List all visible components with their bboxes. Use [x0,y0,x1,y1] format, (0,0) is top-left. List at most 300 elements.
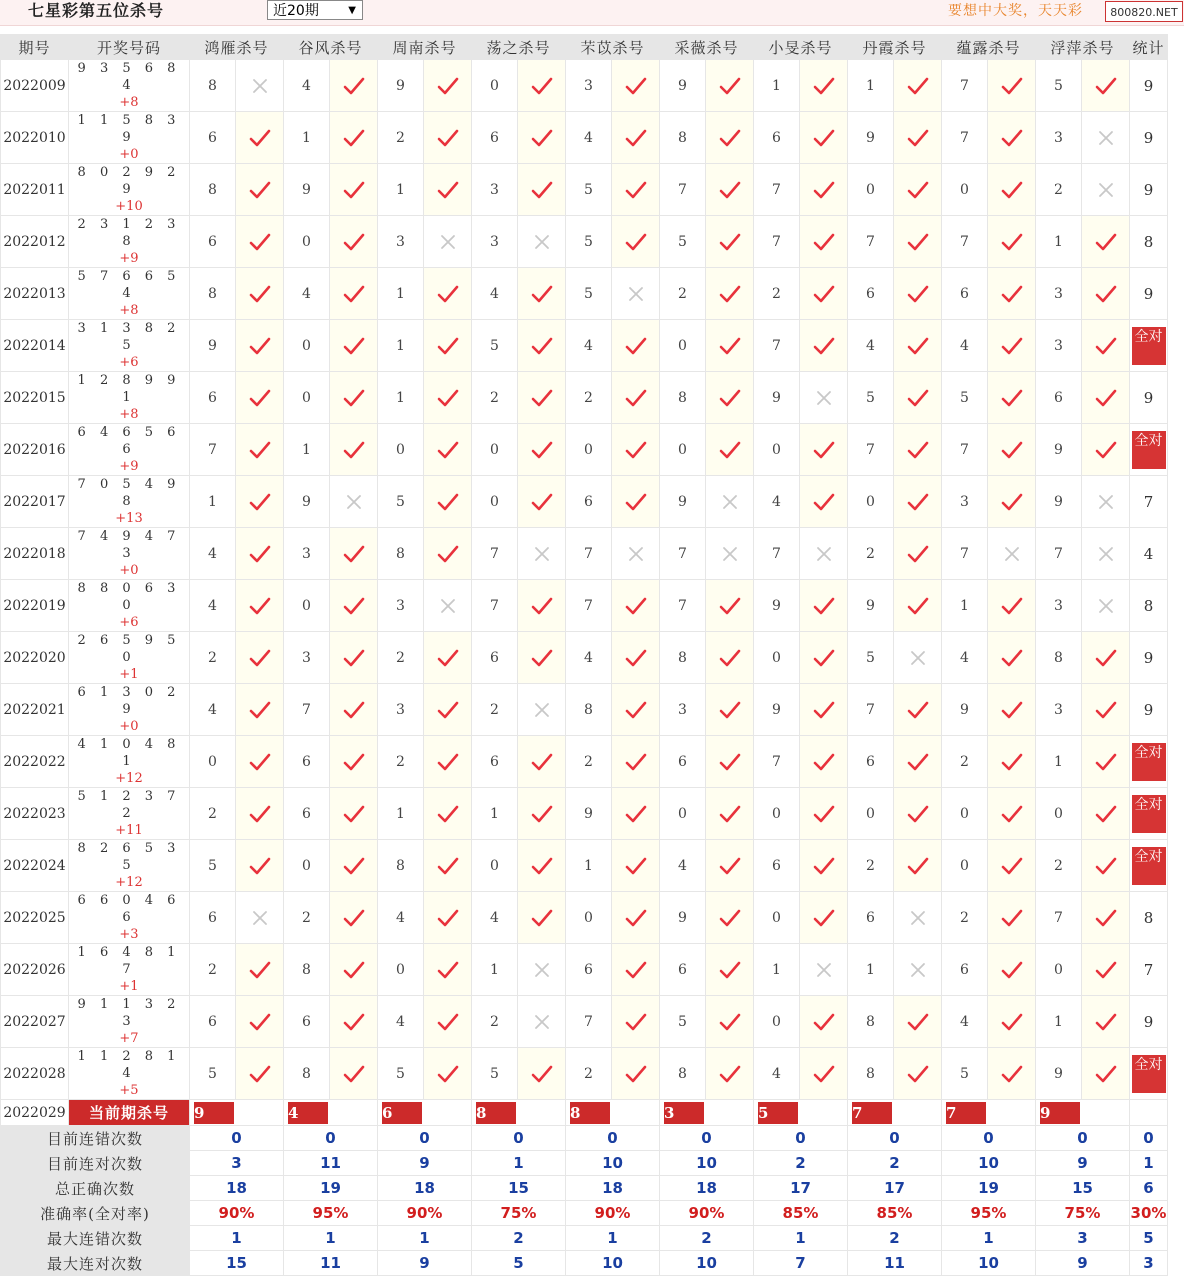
kill-number: 8 [660,112,706,164]
check-icon [531,440,553,460]
kill-number: 7 [566,580,612,632]
summary-value: 10 [566,1251,660,1276]
miss-mark [518,996,566,1048]
kill-number: 6 [190,112,236,164]
check-icon [1001,284,1023,304]
hit-mark [706,424,754,476]
draw-numbers-cell [69,632,190,684]
summary-value: 0 [754,1126,848,1151]
miss-mark [330,476,378,528]
check-icon [625,388,647,408]
summary-value: 18 [660,1176,754,1201]
check-icon [249,1064,271,1084]
kill-number: 1 [942,580,988,632]
hit-mark [330,320,378,372]
hit-mark [518,112,566,164]
current-kill-number: 7 [946,1102,986,1124]
check-icon [343,336,365,356]
hit-mark [894,60,942,112]
miss-mark [706,476,754,528]
kill-number: 5 [566,216,612,268]
kill-number: 0 [754,996,800,1048]
check-icon [531,492,553,512]
kill-number: 8 [378,840,424,892]
check-icon [719,180,741,200]
kill-number: 5 [566,268,612,320]
draw-numbers-cell [69,164,190,216]
miss-mark [612,528,660,580]
summary-value: 0 [942,1126,1036,1151]
hit-mark [988,216,1036,268]
miss-mark [1082,476,1130,528]
check-icon [437,128,459,148]
hit-mark [612,320,660,372]
check-icon [907,544,929,564]
hit-mark [988,580,1036,632]
draw-offset: +1 [119,667,139,682]
check-icon [343,388,365,408]
summary-value: 15 [472,1176,566,1201]
kill-number: 7 [848,424,894,476]
check-icon [1095,1012,1117,1032]
hit-mark [236,372,284,424]
hit-mark [706,268,754,320]
check-icon [437,648,459,668]
hit-mark [330,424,378,476]
kill-number: 3 [472,216,518,268]
kill-number: 7 [942,112,988,164]
hit-mark [894,268,942,320]
current-kill-cell [472,1100,566,1126]
kill-number: 9 [660,892,706,944]
summary-row [1,1126,1168,1151]
kill-number: 7 [754,528,800,580]
check-icon [249,1012,271,1032]
summary-value: 2 [848,1226,942,1251]
table-row [1,424,1168,476]
slogan-text: 要想中大奖，天天彩 [948,3,1083,19]
kill-number: 1 [1036,736,1082,788]
hit-mark [518,892,566,944]
check-icon [1095,648,1117,668]
check-icon [1095,752,1117,772]
hit-mark [894,528,942,580]
check-icon [907,804,929,824]
cross-icon [533,1013,551,1031]
kill-number: 4 [284,268,330,320]
miss-mark [236,892,284,944]
kill-number: 7 [848,216,894,268]
check-icon [1001,1064,1023,1084]
check-icon [1001,960,1023,980]
hit-mark [612,736,660,788]
current-kill-number: 7 [852,1102,892,1124]
summary-value: 30% [1130,1201,1168,1226]
cross-icon [627,285,645,303]
hit-mark [518,840,566,892]
hit-mark [612,60,660,112]
check-icon [907,1012,929,1032]
hit-mark [706,112,754,164]
draw-numbers-cell [69,112,190,164]
stat-cell [1130,1100,1168,1126]
cross-icon [627,545,645,563]
summary-value: 9 [378,1251,472,1276]
hit-mark [612,996,660,1048]
check-icon [249,648,271,668]
current-kill-number: 6 [382,1102,422,1124]
check-icon [249,700,271,720]
hit-mark [236,528,284,580]
check-icon [1001,596,1023,616]
hit-mark [236,424,284,476]
check-icon [343,440,365,460]
kill-number: 9 [566,788,612,840]
kill-number: 5 [190,1048,236,1100]
hit-mark [236,840,284,892]
summary-value: 1 [566,1226,660,1251]
stat-cell [1130,788,1168,840]
draw-digits: 3 1 3 8 2 5 [77,321,181,353]
current-kill-cell [660,1100,754,1126]
kill-number: 2 [190,632,236,684]
stat-cell: 9 [1130,112,1168,164]
hit-mark [330,892,378,944]
stat-cell: 4 [1130,528,1168,580]
hit-mark [706,60,754,112]
draw-numbers-cell [69,1048,190,1100]
summary-value: 17 [848,1176,942,1201]
stat-cell [1130,736,1168,788]
kill-number: 5 [566,164,612,216]
kill-number: 1 [378,372,424,424]
kill-number: 1 [378,320,424,372]
hit-mark [706,840,754,892]
summary-value: 10 [660,1251,754,1276]
hit-mark [988,684,1036,736]
kill-number: 1 [472,788,518,840]
period-cell: 2022016 [1,424,69,476]
hit-mark [612,944,660,996]
check-icon [719,128,741,148]
hit-mark [424,476,472,528]
hit-mark [330,996,378,1048]
draw-digits: 8 2 6 5 3 5 [77,841,181,873]
hit-mark [706,996,754,1048]
check-icon [907,388,929,408]
hit-mark [518,268,566,320]
draw-digits: 6 4 6 5 6 6 [77,425,181,457]
hit-mark [330,372,378,424]
kill-number: 0 [284,580,330,632]
period-cell: 2022013 [1,268,69,320]
check-icon [1095,232,1117,252]
kill-number: 0 [848,476,894,528]
summary-label: 准确率(全对率) [1,1201,190,1226]
hit-mark [330,216,378,268]
summary-value: 9 [378,1151,472,1176]
hit-mark [424,736,472,788]
check-icon [343,960,365,980]
summary-row [1,1151,1168,1176]
kill-number: 0 [754,892,800,944]
kill-number: 9 [660,60,706,112]
summary-value: 6 [1130,1176,1168,1201]
summary-value: 2 [472,1226,566,1251]
hit-mark [236,320,284,372]
check-icon [1095,856,1117,876]
kill-number: 3 [472,164,518,216]
check-icon [907,856,929,876]
check-icon [1001,388,1023,408]
hit-mark [236,684,284,736]
check-icon [719,700,741,720]
kill-number: 2 [942,892,988,944]
table-row [1,580,1168,632]
hit-mark [894,580,942,632]
kill-number: 0 [848,788,894,840]
hit-mark [1082,684,1130,736]
kill-number: 3 [1036,684,1082,736]
check-icon [343,804,365,824]
summary-value: 5 [472,1251,566,1276]
draw-offset: +3 [119,927,139,942]
column-header: 蕴露杀号 [942,35,1036,60]
hit-mark [236,476,284,528]
kill-number: 4 [378,996,424,1048]
hit-mark [236,944,284,996]
check-icon [531,596,553,616]
hit-mark [1082,372,1130,424]
check-icon [813,232,835,252]
kill-number: 0 [378,424,424,476]
table-row [1,1048,1168,1100]
hit-mark [424,164,472,216]
hit-mark [612,632,660,684]
check-icon [249,440,271,460]
kill-number: 3 [1036,268,1082,320]
column-header: 芣苡杀号 [566,35,660,60]
draw-numbers-cell [69,424,190,476]
kill-number: 3 [378,580,424,632]
check-icon [719,336,741,356]
table-row [1,320,1168,372]
draw-digits: 9 3 5 6 8 4 [77,61,181,93]
stat-cell: 8 [1130,580,1168,632]
draw-numbers-cell [69,268,190,320]
table-row [1,840,1168,892]
draw-numbers-cell [69,320,190,372]
kill-number: 4 [942,632,988,684]
summary-value: 9 [1036,1251,1130,1276]
summary-value: 90% [378,1201,472,1226]
draw-digits: 1 2 8 9 9 1 [77,373,181,405]
draw-offset: +11 [115,823,143,838]
column-header: 期号 [1,35,69,60]
hit-mark [518,632,566,684]
summary-value: 0 [1036,1126,1130,1151]
page-title: 七星彩第五位杀号 [28,1,165,20]
miss-mark [894,892,942,944]
check-icon [249,388,271,408]
check-icon [907,232,929,252]
kill-number: 8 [190,164,236,216]
check-icon [1001,180,1023,200]
kill-number: 8 [660,372,706,424]
hit-mark [330,580,378,632]
hit-mark [1082,320,1130,372]
draw-offset: +0 [119,719,139,734]
kill-number: 9 [754,684,800,736]
kill-number: 9 [284,476,330,528]
draw-numbers-cell [69,892,190,944]
miss-mark [1082,528,1130,580]
hit-mark [236,1048,284,1100]
cross-icon [533,701,551,719]
hit-mark [518,424,566,476]
summary-label: 目前连对次数 [1,1151,190,1176]
kill-number: 9 [754,580,800,632]
check-icon [1095,440,1117,460]
check-icon [907,596,929,616]
kill-number: 7 [754,164,800,216]
hit-mark [612,112,660,164]
column-header: 丹霞杀号 [848,35,942,60]
miss-mark [988,528,1036,580]
hit-mark [330,112,378,164]
kill-number: 1 [378,164,424,216]
summary-value: 18 [378,1176,472,1201]
check-icon [719,856,741,876]
check-icon [437,1012,459,1032]
check-icon [813,596,835,616]
check-icon [625,336,647,356]
hit-mark [706,216,754,268]
hit-mark [988,372,1036,424]
cross-icon [1097,493,1115,511]
period-cell: 2022015 [1,372,69,424]
top-bar [0,0,1184,26]
cross-icon [815,545,833,563]
kill-number: 7 [942,60,988,112]
summary-value: 95% [942,1201,1036,1226]
miss-mark [518,684,566,736]
site-link[interactable]: 800820.NET [1105,1,1183,22]
check-icon [437,700,459,720]
table-row [1,684,1168,736]
summary-value: 0 [472,1126,566,1151]
summary-value: 95% [284,1201,378,1226]
kill-number: 3 [660,684,706,736]
kill-number: 5 [848,372,894,424]
table-row [1,60,1168,112]
check-icon [1001,700,1023,720]
summary-value: 2 [848,1151,942,1176]
hit-mark [894,320,942,372]
kill-number: 0 [284,372,330,424]
check-icon [531,284,553,304]
check-icon [907,284,929,304]
summary-value: 85% [754,1201,848,1226]
kill-number: 0 [472,476,518,528]
stat-cell: 9 [1130,996,1168,1048]
kill-number: 2 [566,372,612,424]
check-icon [437,804,459,824]
hit-mark [424,684,472,736]
check-icon [1095,908,1117,928]
kill-number: 0 [754,788,800,840]
summary-label: 最大连错次数 [1,1226,190,1251]
check-icon [343,180,365,200]
miss-mark [518,944,566,996]
kill-number: 0 [284,840,330,892]
hit-mark [706,788,754,840]
check-icon [719,76,741,96]
stat-cell: 9 [1130,268,1168,320]
hit-mark [236,996,284,1048]
kill-number: 4 [190,684,236,736]
check-icon [1001,648,1023,668]
kill-number: 6 [942,268,988,320]
hit-mark [988,1048,1036,1100]
check-icon [343,76,365,96]
cross-icon [533,545,551,563]
miss-mark [1082,164,1130,216]
kill-number: 3 [1036,112,1082,164]
check-icon [813,752,835,772]
hit-mark [988,944,1036,996]
check-icon [343,1064,365,1084]
period-cell: 2022023 [1,788,69,840]
hit-mark [706,684,754,736]
hit-mark [330,60,378,112]
check-icon [625,76,647,96]
hit-mark [706,320,754,372]
kill-number: 6 [284,736,330,788]
hit-mark [424,892,472,944]
check-icon [249,232,271,252]
period-cell: 2022022 [1,736,69,788]
kill-number: 4 [566,320,612,372]
hit-mark [1082,788,1130,840]
stat-cell: 9 [1130,60,1168,112]
kill-number: 7 [284,684,330,736]
hit-mark [894,996,942,1048]
column-header: 采薇杀号 [660,35,754,60]
check-icon [437,492,459,512]
hit-mark [800,892,848,944]
hit-mark [424,996,472,1048]
kill-number: 5 [378,476,424,528]
table-row [1,944,1168,996]
all-correct-badge: 全对 [1132,1055,1166,1093]
hit-mark [518,580,566,632]
summary-value: 90% [660,1201,754,1226]
kill-number: 4 [754,1048,800,1100]
hit-mark [988,268,1036,320]
hit-mark [1082,632,1130,684]
hit-mark [236,268,284,320]
check-icon [437,440,459,460]
period-cell: 2022019 [1,580,69,632]
hit-mark [330,1048,378,1100]
hit-mark [612,580,660,632]
cross-icon [251,77,269,95]
current-kill-cell [1036,1100,1130,1126]
kill-number: 2 [566,1048,612,1100]
check-icon [625,908,647,928]
period-select[interactable] [267,0,363,20]
